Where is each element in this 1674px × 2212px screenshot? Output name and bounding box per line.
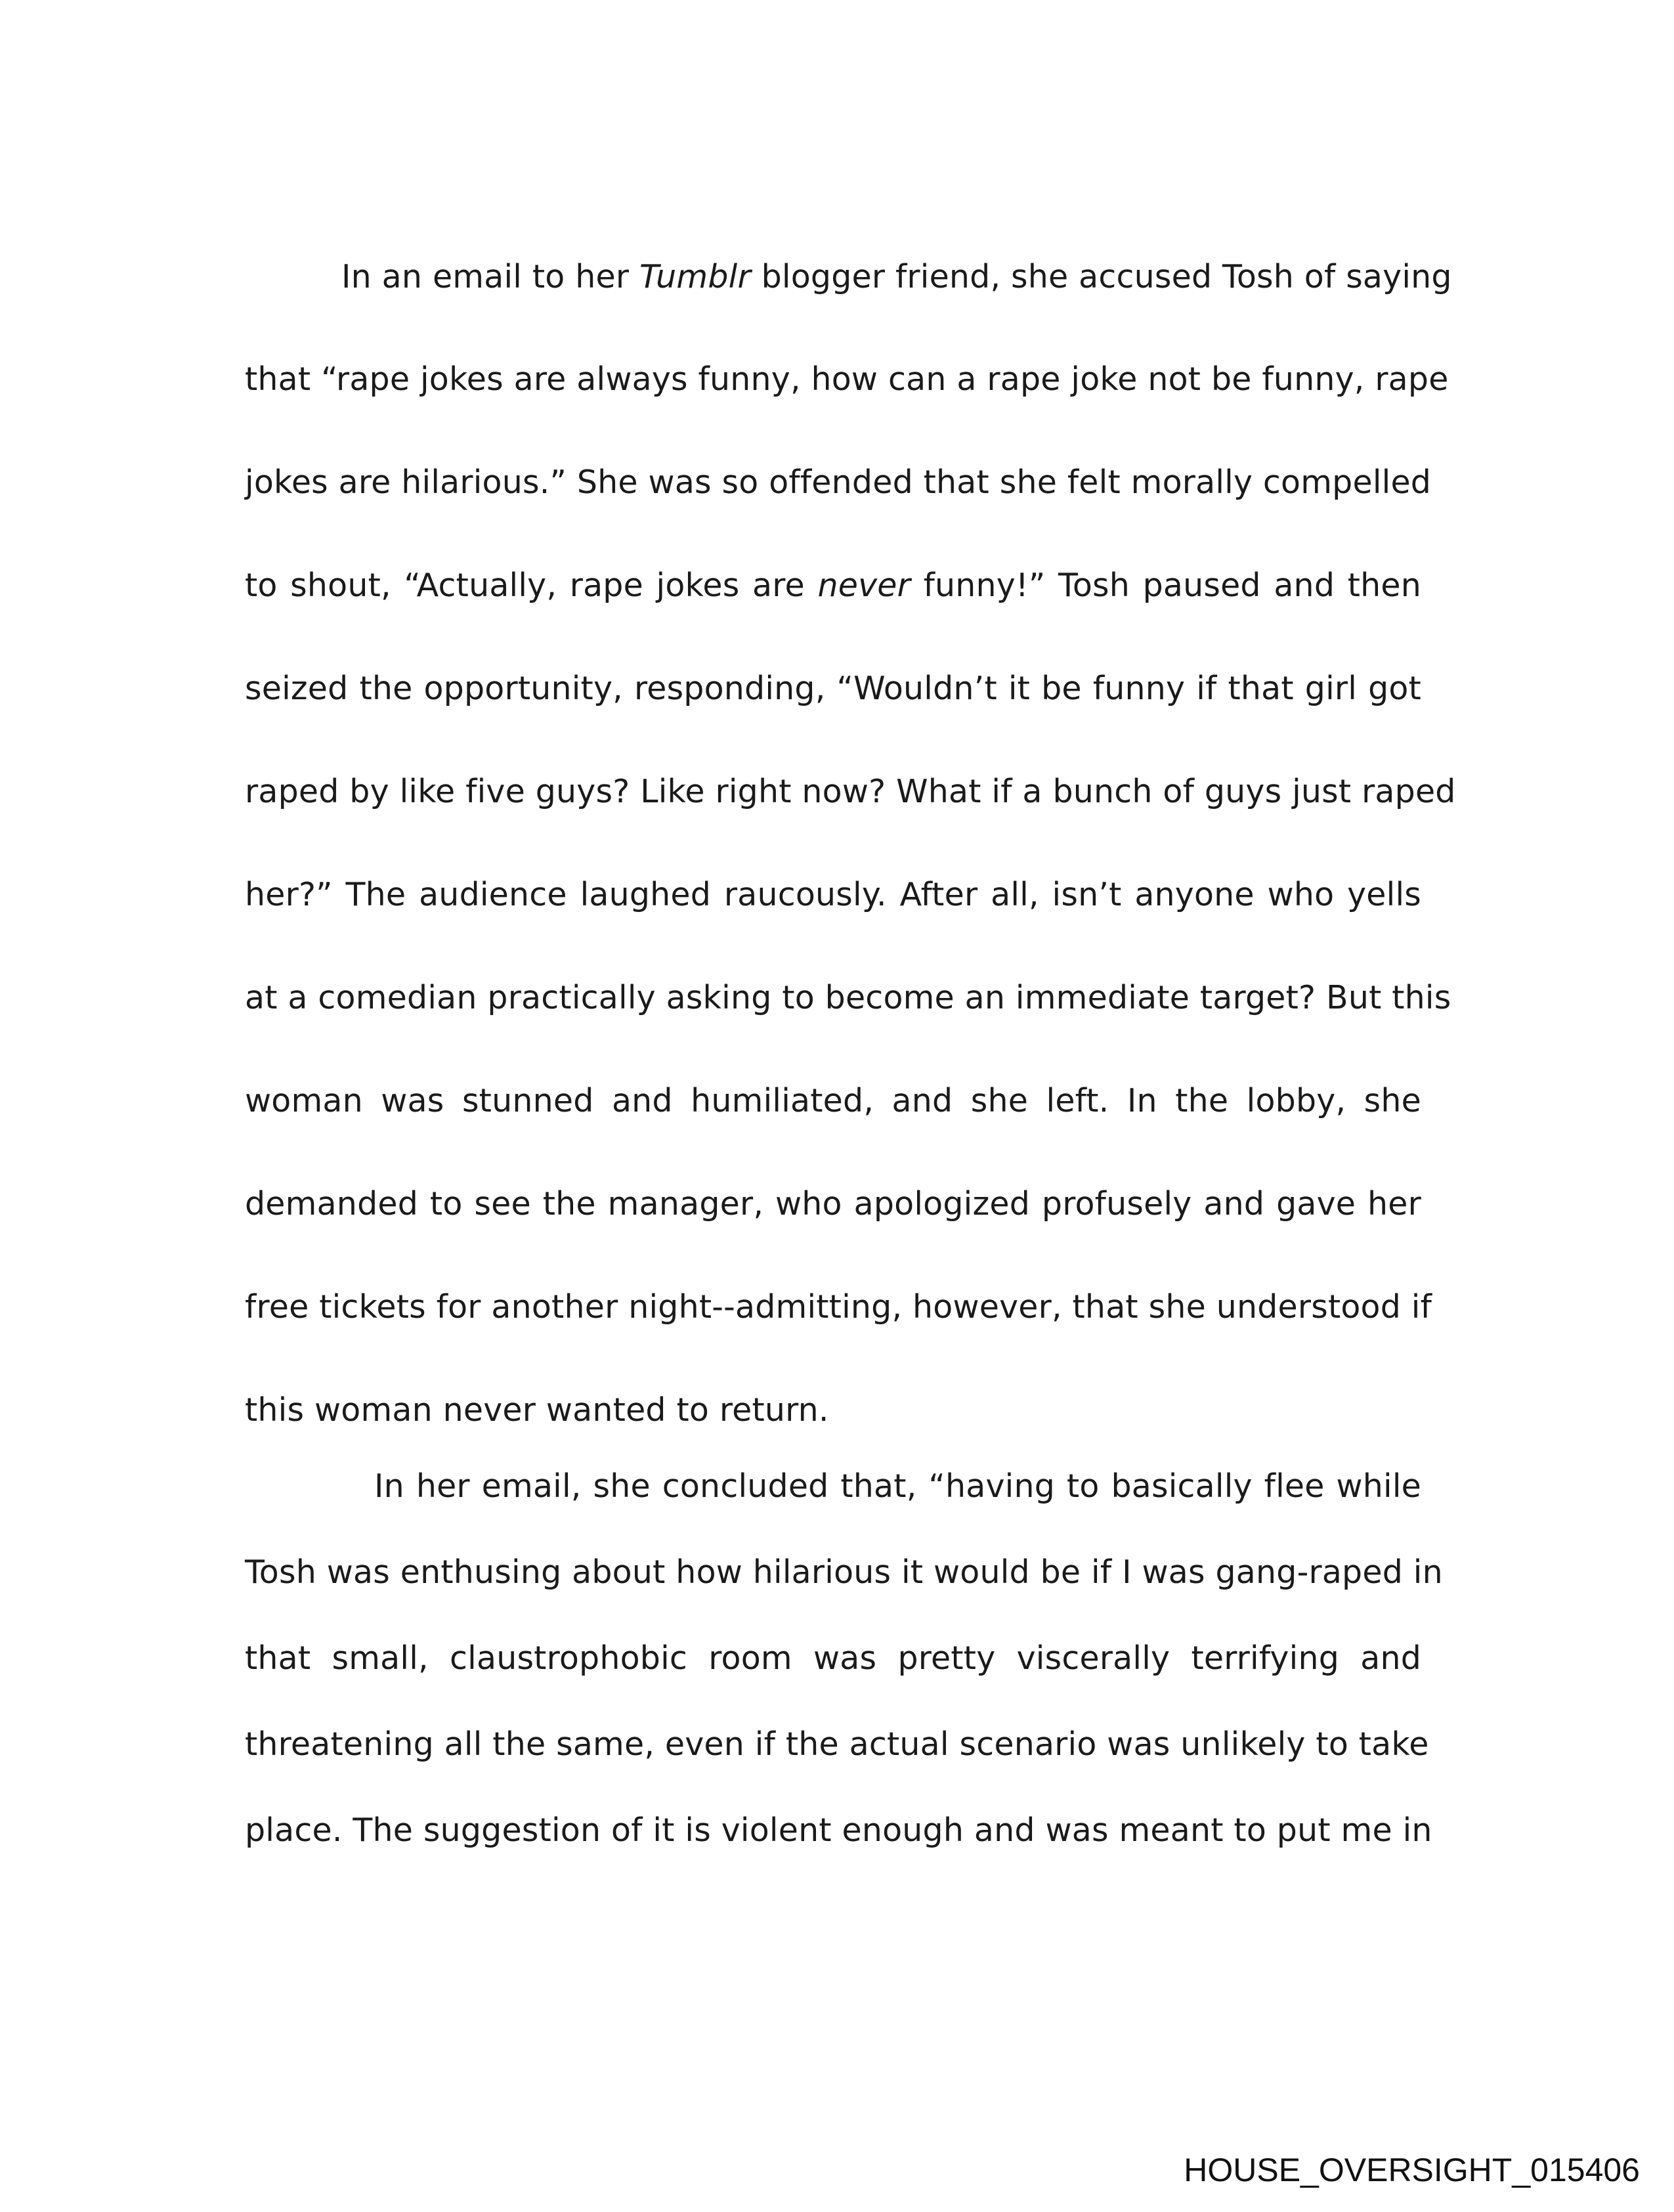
paragraph-1-line-5: seized the opportunity, responding, “Wouldn’t it be funny if that girl got (245, 670, 1421, 707)
italic-title: Tumblr (639, 258, 751, 295)
italic-emphasis: never (817, 567, 911, 604)
paragraph-1-line-9: woman was stunned and humiliated, and she left. In the lobby, she (245, 1082, 1421, 1119)
paragraph-1-line-4 (245, 566, 1421, 605)
paragraph-1-line-12: this woman never wanted to return. (245, 1391, 829, 1429)
paragraph-2-line-3: that small, claustrophobic room was pretty viscerally terrifying and (245, 1639, 1421, 1677)
paragraph-1-line-3: jokes are hilarious.” She was so offended that she felt morally compelled (245, 464, 1432, 501)
text-segment: In an email to her (341, 258, 639, 295)
text-segment: blogger friend, she accused Tosh of saying (750, 258, 1452, 295)
paragraph-1-line-2: that “rape jokes are always funny, how can a rape joke not be funny, rape (245, 360, 1449, 398)
paragraph-1-line-11: free tickets for another night--admitting, however, that she understood if (245, 1288, 1432, 1326)
text-segment: funny!” Tosh paused and then (910, 567, 1421, 604)
paragraph-1-line-7: her?” The audience laughed raucously. After all, isn’t anyone who yells (245, 876, 1421, 913)
paragraph-1-line-10: demanded to see the manager, who apologized profusely and gave her (245, 1185, 1421, 1223)
paragraph-2-line-4: threatening all the same, even if the actual scenario was unlikely to take (245, 1725, 1429, 1763)
paragraph-1-line-6: raped by like five guys? Like right now? What if a bunch of guys just raped (245, 773, 1456, 810)
document-id-footer: HOUSE_OVERSIGHT_015406 (1184, 2152, 1640, 2188)
paragraph-2-line-2: Tosh was enthusing about how hilarious it would be if I was gang-raped in (245, 1553, 1443, 1591)
paragraph-1-line-8: at a comedian practically asking to become an immediate target? But this (245, 979, 1451, 1016)
text-segment: to shout, “Actually, rape jokes are (245, 567, 818, 604)
paragraph-2-line-5: place. The suggestion of it is violent enough and was meant to put me in (245, 1811, 1432, 1849)
paragraph-2-line-1: In her email, she concluded that, “having to basically flee while (374, 1467, 1421, 1505)
paragraph-1-line-1 (341, 257, 1452, 297)
